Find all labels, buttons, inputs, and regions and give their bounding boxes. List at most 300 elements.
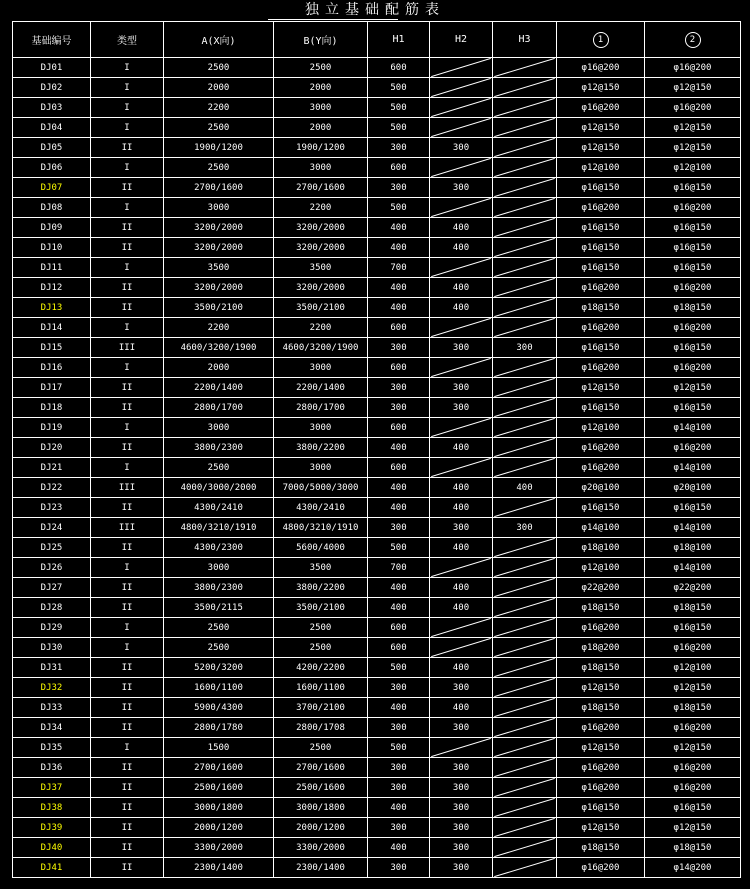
cell-b: 4300/2410 [274,498,368,518]
cell-id: DJ27 [13,578,91,598]
cell-a: 1500 [164,738,274,758]
foundation-reinforcement-table [12,21,741,878]
cell-a: 3300/2000 [164,838,274,858]
cell-rebar-2: φ14@200 [645,858,741,878]
cell-b: 3500/2100 [274,298,368,318]
cell-h3 [493,238,557,258]
cell-h2: 400 [430,278,493,298]
cell-type: I [91,118,164,138]
cell-a: 3500/2100 [164,298,274,318]
header-b: B(Y向) [274,22,368,58]
empty-cell-diagonal [493,838,556,857]
cell-id: DJ09 [13,218,91,238]
cell-a: 2500 [164,638,274,658]
cell-id: DJ31 [13,658,91,678]
cell-id: DJ19 [13,418,91,438]
cell-id: DJ29 [13,618,91,638]
cell-rebar-1: φ16@200 [557,278,645,298]
cell-a: 4300/2300 [164,538,274,558]
empty-cell-diagonal [493,398,556,417]
cell-rebar-2: φ16@200 [645,98,741,118]
cell-b: 3000 [274,98,368,118]
cell-h3 [493,198,557,218]
cell-h3 [493,418,557,438]
empty-cell-diagonal [493,78,556,97]
cell-type: II [91,298,164,318]
cell-type: III [91,338,164,358]
cell-rebar-1: φ16@150 [557,238,645,258]
cell-h2 [430,118,493,138]
cell-h2 [430,58,493,78]
cell-type: II [91,698,164,718]
cell-h1: 300 [368,378,430,398]
cell-rebar-2: φ16@200 [645,278,741,298]
cell-h1: 300 [368,178,430,198]
table-row [13,458,741,478]
cell-a: 2500 [164,458,274,478]
table-row [13,98,741,118]
cell-id: DJ05 [13,138,91,158]
table-row [13,598,741,618]
cell-rebar-1: φ12@100 [557,158,645,178]
table-row [13,478,741,498]
cell-type: II [91,838,164,858]
cell-a: 5900/4300 [164,698,274,718]
cell-type: II [91,818,164,838]
header-type: 类型 [91,22,164,58]
cell-h3 [493,858,557,878]
cell-rebar-1: φ16@150 [557,218,645,238]
cell-rebar-2: φ12@100 [645,158,741,178]
cell-a: 1900/1200 [164,138,274,158]
cell-b: 3000 [274,458,368,478]
cell-b: 2500 [274,638,368,658]
cell-id: DJ28 [13,598,91,618]
cell-a: 2500 [164,58,274,78]
cell-h3 [493,818,557,838]
cell-a: 2800/1700 [164,398,274,418]
cell-rebar-2: φ12@150 [645,138,741,158]
cell-type: II [91,398,164,418]
title-underline [268,19,398,20]
circled-number-2: 2 [685,32,701,48]
cell-h3 [493,158,557,178]
cell-b: 2000 [274,78,368,98]
cell-h3 [493,578,557,598]
cell-b: 2700/1600 [274,178,368,198]
cell-type: II [91,178,164,198]
table-row [13,438,741,458]
cell-type: II [91,858,164,878]
cell-type: II [91,798,164,818]
cell-id: DJ17 [13,378,91,398]
cell-h2 [430,98,493,118]
empty-cell-diagonal [493,458,556,477]
empty-cell-diagonal [493,218,556,237]
cell-b: 3000 [274,158,368,178]
cell-rebar-1: φ16@200 [557,198,645,218]
cell-h3 [493,678,557,698]
cell-h3 [493,258,557,278]
cell-b: 4800/3210/1910 [274,518,368,538]
cell-h2 [430,558,493,578]
cell-rebar-1: φ16@200 [557,358,645,378]
cell-b: 2200/1400 [274,378,368,398]
cell-id: DJ04 [13,118,91,138]
cell-type: I [91,418,164,438]
table-row [13,418,741,438]
cell-a: 2500 [164,618,274,638]
cell-a: 2000/1200 [164,818,274,838]
cell-rebar-1: φ12@150 [557,78,645,98]
cell-h3 [493,78,557,98]
cell-rebar-1: φ16@150 [557,338,645,358]
cell-a: 3200/2000 [164,278,274,298]
table-row [13,118,741,138]
cell-b: 1600/1100 [274,678,368,698]
cell-h2: 400 [430,698,493,718]
cell-id: DJ15 [13,338,91,358]
cell-h2: 400 [430,478,493,498]
empty-cell-diagonal [493,818,556,837]
cell-b: 2800/1700 [274,398,368,418]
cell-type: I [91,198,164,218]
empty-cell-diagonal [430,78,492,97]
cell-id: DJ40 [13,838,91,858]
table-row [13,798,741,818]
cell-h2: 300 [430,518,493,538]
empty-cell-diagonal [493,758,556,777]
cell-a: 3800/2300 [164,438,274,458]
cell-h2 [430,198,493,218]
cell-type: II [91,658,164,678]
cell-type: I [91,738,164,758]
cell-rebar-2: φ16@150 [645,798,741,818]
cell-rebar-2: φ16@150 [645,258,741,278]
cell-a: 2200 [164,318,274,338]
cell-h2: 300 [430,818,493,838]
cell-h3 [493,278,557,298]
cell-h3 [493,318,557,338]
cell-b: 2800/1708 [274,718,368,738]
empty-cell-diagonal [493,178,556,197]
cell-a: 3500 [164,258,274,278]
cell-id: DJ30 [13,638,91,658]
cell-rebar-2: φ18@150 [645,838,741,858]
cell-a: 2200/1400 [164,378,274,398]
cell-rebar-1: φ16@200 [557,98,645,118]
cell-id: DJ16 [13,358,91,378]
cell-h2: 400 [430,598,493,618]
cell-type: I [91,318,164,338]
empty-cell-diagonal [493,798,556,817]
cell-rebar-2: φ16@200 [645,778,741,798]
cell-type: I [91,638,164,658]
table-row [13,518,741,538]
cell-h2: 300 [430,758,493,778]
cell-id: DJ23 [13,498,91,518]
cell-b: 5600/4000 [274,538,368,558]
cell-type: I [91,98,164,118]
cell-h3 [493,558,557,578]
cell-b: 2000 [274,118,368,138]
cell-h1: 400 [368,698,430,718]
cell-id: DJ34 [13,718,91,738]
empty-cell-diagonal [493,718,556,737]
cell-a: 4300/2410 [164,498,274,518]
cell-id: DJ13 [13,298,91,318]
table-row [13,58,741,78]
cell-id: DJ20 [13,438,91,458]
cell-rebar-1: φ16@150 [557,498,645,518]
cell-rebar-2: φ14@100 [645,418,741,438]
table-row [13,178,741,198]
empty-cell-diagonal [493,138,556,157]
cell-h2: 400 [430,298,493,318]
empty-cell-diagonal [493,418,556,437]
cell-rebar-2: φ22@200 [645,578,741,598]
cell-type: I [91,358,164,378]
table-row [13,638,741,658]
cell-rebar-1: φ16@200 [557,318,645,338]
cell-rebar-1: φ18@100 [557,538,645,558]
cell-id: DJ24 [13,518,91,538]
cell-id: DJ01 [13,58,91,78]
cell-id: DJ02 [13,78,91,98]
cell-h3 [493,98,557,118]
cell-rebar-1: φ16@150 [557,398,645,418]
cell-a: 3000 [164,198,274,218]
cell-h2 [430,158,493,178]
cell-b: 2500 [274,58,368,78]
cell-id: DJ10 [13,238,91,258]
cell-rebar-1: φ16@200 [557,718,645,738]
cell-type: I [91,58,164,78]
empty-cell-diagonal [493,378,556,397]
cell-h3 [493,658,557,678]
cell-h1: 600 [368,638,430,658]
cell-h2: 300 [430,138,493,158]
cell-rebar-1: φ12@150 [557,118,645,138]
cell-h3 [493,138,557,158]
cell-a: 2500 [164,118,274,138]
cell-id: DJ36 [13,758,91,778]
cell-id: DJ25 [13,538,91,558]
cell-h2: 300 [430,678,493,698]
cell-rebar-2: φ16@200 [645,358,741,378]
cell-a: 5200/3200 [164,658,274,678]
cell-type: II [91,578,164,598]
cell-h1: 300 [368,818,430,838]
cell-id: DJ12 [13,278,91,298]
table-row [13,858,741,878]
cell-h3 [493,738,557,758]
cell-h2: 400 [430,658,493,678]
cell-a: 2500/1600 [164,778,274,798]
cell-h3 [493,598,557,618]
table-row [13,278,741,298]
cell-type: I [91,618,164,638]
table-row [13,158,741,178]
cell-b: 7000/5000/3000 [274,478,368,498]
empty-cell-diagonal [493,658,556,677]
cell-h1: 300 [368,758,430,778]
cell-type: II [91,378,164,398]
cell-rebar-2: φ18@150 [645,298,741,318]
cell-rebar-1: φ16@200 [557,618,645,638]
cell-h3 [493,778,557,798]
table-row [13,618,741,638]
empty-cell-diagonal [430,738,492,757]
cell-type: I [91,458,164,478]
cell-h1: 300 [368,398,430,418]
table-row [13,498,741,518]
cell-h1: 600 [368,418,430,438]
cell-rebar-2: φ18@150 [645,598,741,618]
empty-cell-diagonal [430,98,492,117]
cell-h1: 500 [368,538,430,558]
cell-b: 2500 [274,738,368,758]
cell-rebar-2: φ20@100 [645,478,741,498]
cell-h2 [430,318,493,338]
cell-h2: 400 [430,538,493,558]
table-row [13,338,741,358]
header-rebar-1 [557,22,645,58]
cell-h1: 300 [368,518,430,538]
cell-h3 [493,378,557,398]
header-row [13,22,741,58]
cell-a: 2000 [164,78,274,98]
cell-a: 3000 [164,418,274,438]
cell-h1: 500 [368,738,430,758]
cell-h2: 400 [430,578,493,598]
cell-b: 2500/1600 [274,778,368,798]
cell-type: II [91,238,164,258]
cell-rebar-1: φ18@200 [557,638,645,658]
cell-h3: 300 [493,338,557,358]
cell-h2: 300 [430,838,493,858]
cell-type: I [91,78,164,98]
empty-cell-diagonal [493,198,556,217]
table-row [13,718,741,738]
table-row [13,758,741,778]
empty-cell-diagonal [493,638,556,657]
cell-type: III [91,478,164,498]
cell-type: II [91,218,164,238]
table-row [13,138,741,158]
cell-h1: 400 [368,438,430,458]
cell-type: II [91,778,164,798]
header-h2: H2 [430,22,493,58]
cell-id: DJ22 [13,478,91,498]
cell-h1: 400 [368,838,430,858]
cell-rebar-2: φ12@150 [645,738,741,758]
empty-cell-diagonal [493,578,556,597]
cell-rebar-2: φ16@150 [645,398,741,418]
cell-b: 1900/1200 [274,138,368,158]
cell-h1: 300 [368,858,430,878]
cell-rebar-2: φ18@100 [645,538,741,558]
table-row [13,778,741,798]
empty-cell-diagonal [493,358,556,377]
table-row [13,258,741,278]
cell-h3 [493,838,557,858]
cell-rebar-1: φ16@200 [557,458,645,478]
table-row [13,398,741,418]
empty-cell-diagonal [493,98,556,117]
cell-id: DJ33 [13,698,91,718]
table-title: 独立基础配筋表 [305,2,445,18]
cell-h2 [430,738,493,758]
cell-type: II [91,718,164,738]
cell-h3 [493,298,557,318]
cell-rebar-2: φ16@150 [645,178,741,198]
header-id: 基础编号 [13,22,91,58]
cell-h2: 400 [430,438,493,458]
empty-cell-diagonal [493,778,556,797]
cell-rebar-1: φ12@150 [557,138,645,158]
cell-h1: 500 [368,78,430,98]
cell-rebar-2: φ12@150 [645,118,741,138]
cell-rebar-2: φ16@150 [645,338,741,358]
cell-type: III [91,518,164,538]
empty-cell-diagonal [493,558,556,577]
cell-rebar-2: φ16@200 [645,198,741,218]
cell-h1: 300 [368,338,430,358]
table-row [13,698,741,718]
cell-h3 [493,618,557,638]
empty-cell-diagonal [430,558,492,577]
cell-id: DJ07 [13,178,91,198]
cell-a: 3200/2000 [164,238,274,258]
cell-rebar-2: φ12@150 [645,818,741,838]
cell-h1: 500 [368,658,430,678]
cell-type: I [91,558,164,578]
cell-h3 [493,698,557,718]
cell-a: 4600/3200/1900 [164,338,274,358]
empty-cell-diagonal [430,618,492,637]
cell-rebar-2: φ16@200 [645,718,741,738]
empty-cell-diagonal [493,318,556,337]
cell-b: 4200/2200 [274,658,368,678]
cell-rebar-1: φ16@200 [557,778,645,798]
cell-b: 3500 [274,558,368,578]
cell-h3 [493,718,557,738]
cell-h1: 400 [368,598,430,618]
table-row [13,818,741,838]
cell-h1: 400 [368,298,430,318]
cell-h3 [493,638,557,658]
cell-h2: 300 [430,718,493,738]
table-row [13,558,741,578]
cell-b: 3500 [274,258,368,278]
cell-id: DJ39 [13,818,91,838]
cell-h1: 400 [368,278,430,298]
cell-id: DJ08 [13,198,91,218]
empty-cell-diagonal [493,498,556,517]
cell-b: 3200/2000 [274,278,368,298]
cell-b: 3300/2000 [274,838,368,858]
cell-h1: 300 [368,718,430,738]
empty-cell-diagonal [493,258,556,277]
table-row [13,358,741,378]
cell-b: 3200/2000 [274,218,368,238]
empty-cell-diagonal [430,318,492,337]
empty-cell-diagonal [430,358,492,377]
cell-id: DJ37 [13,778,91,798]
cell-h1: 600 [368,358,430,378]
cell-rebar-2: φ16@200 [645,758,741,778]
